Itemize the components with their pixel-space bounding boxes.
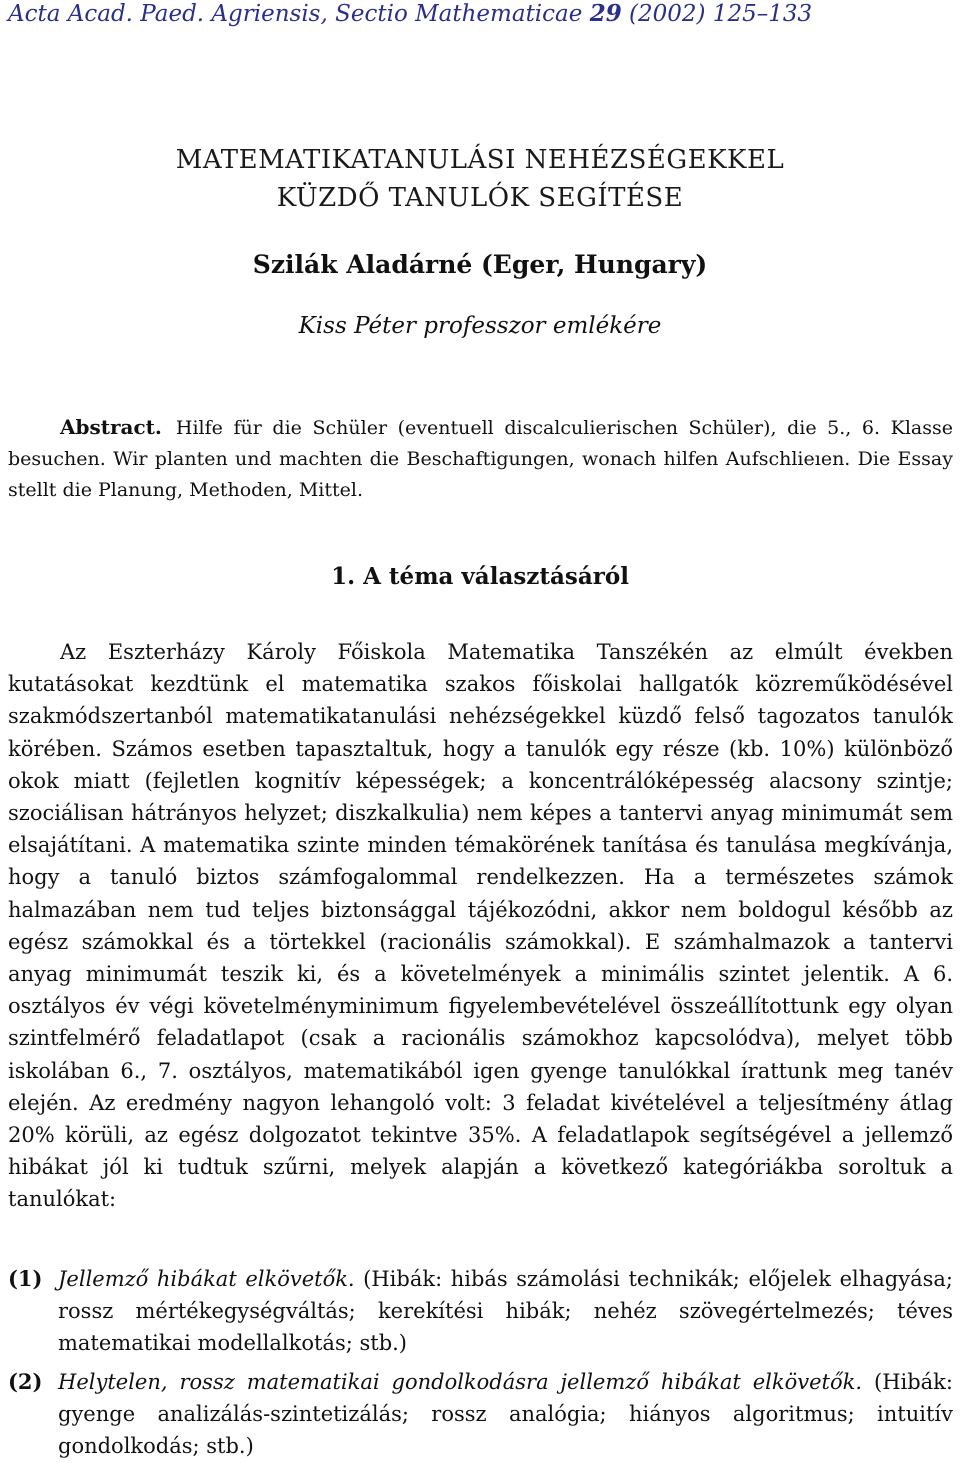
abstract-text: Hilfe für die Schüler (eventuell discalculierischen Schüler), die 5., 6. Klasse besuchen. Wir planten und machten die Beschaftigungen, wonach hilfen Aufschlieıen. Die Essay stellt die Planung, Methoden, Mittel. — [8, 417, 953, 501]
dedication: Kiss Péter professzor emlékére — [298, 313, 662, 339]
running-header — [8, 0, 953, 28]
list-item-text: (Hibák: hibás számolási technikák; előjelek elhagyása; rossz mértékegységváltás; kerekítési hibák; nehéz szövegértelmezés; téves matematikai modellalkotás; stb.) — [58, 1267, 953, 1356]
paper-title-line-1: MATEMATIKATANULÁSI NEHÉZSÉGEKKEL — [175, 145, 785, 175]
list-item-number: (1) — [8, 1266, 43, 1291]
section-paragraph: Az Eszterházy Károly Főiskola Matematika Tanszékén az elmúlt években kutatásokat kezdtünk el matematika szakos főiskolai hallgatók közreműködésével szakmódszertanból matematikatanulási nehézségekkel küzdő felső tagozatos tanulók körében. Számos esetben tapasztaltuk, hogy a tanulók egy része (kb. 10%) különböző okok miatt (fejletlen kognitív képességek; a koncentrálóképesség alacsony szintje; szociálisan hátrányos helyzet; diszkalkulia) nem képes a tantervi anyag minimumát sem elsajátítani. A matematika szinte minden témakörének tanítása és tanulása megkívánja, hogy a tanuló biztos számfogalommal rendelkezzen. Ha a természetes számok halmazában nem tud teljes biztonsággal tájékozódni, akkor nem boldogul később az egész számokkal és a törtekkel (racionális számokkal). E számhalmazok a tantervi anyag minimumát teszik ki, és a követelmények a minimális szintet jelentik. A 6. osztályos év végi követelményminimum figyelembevételével összeállítottunk egy olyan szintfelmérő feladatlapot (csak a racionális számokhoz kapcsolódva), melyet több iskolában 6., 7. osztályos, matematikából igen gyenge tanulókkal írattunk meg tanév elején. Az eredmény nagyon lehangoló volt: 3 feladat kivételével a teljesítmény átlag 20% körüli, az egész dolgozatot tekintve 35%. A feladatlapok segítségével a jellemző hibákat jól ki tudtuk szűrni, melyek alapján a következő kategóriákba soroltuk a tanulókat: — [8, 640, 953, 1212]
list-item-text: (Hibák: gyenge analizálás-szintetizálás; rossz analógia; hiányos algoritmus; intuitív gondolkodás; stb.) — [58, 1370, 953, 1459]
journal-name: Acta Acad. Paed. Agriensis, Sectio Mathematicae — [8, 1, 583, 27]
list-item-emphasis: Jellemző hibákat elkövetők. — [58, 1267, 355, 1291]
list-item — [8, 1263, 953, 1360]
list-item-emphasis: Helytelen, rossz matematikai gondolkodásra jellemző hibákat elkövetők. — [58, 1370, 863, 1394]
list-item-number: (2) — [8, 1369, 43, 1394]
year-pages: (2002) 125–133 — [629, 1, 813, 27]
section-heading: 1. A téma választásáról — [331, 563, 629, 590]
volume-number: 29 — [589, 0, 622, 27]
paper-title-line-2: KÜZDŐ TANULÓK SEGÍTÉSE — [276, 183, 684, 213]
abstract — [8, 412, 953, 506]
list-item — [8, 1366, 953, 1463]
abstract-label: Abstract. — [60, 415, 162, 439]
author-line: Szilák Aladárné (Eger, Hungary) — [252, 250, 708, 279]
